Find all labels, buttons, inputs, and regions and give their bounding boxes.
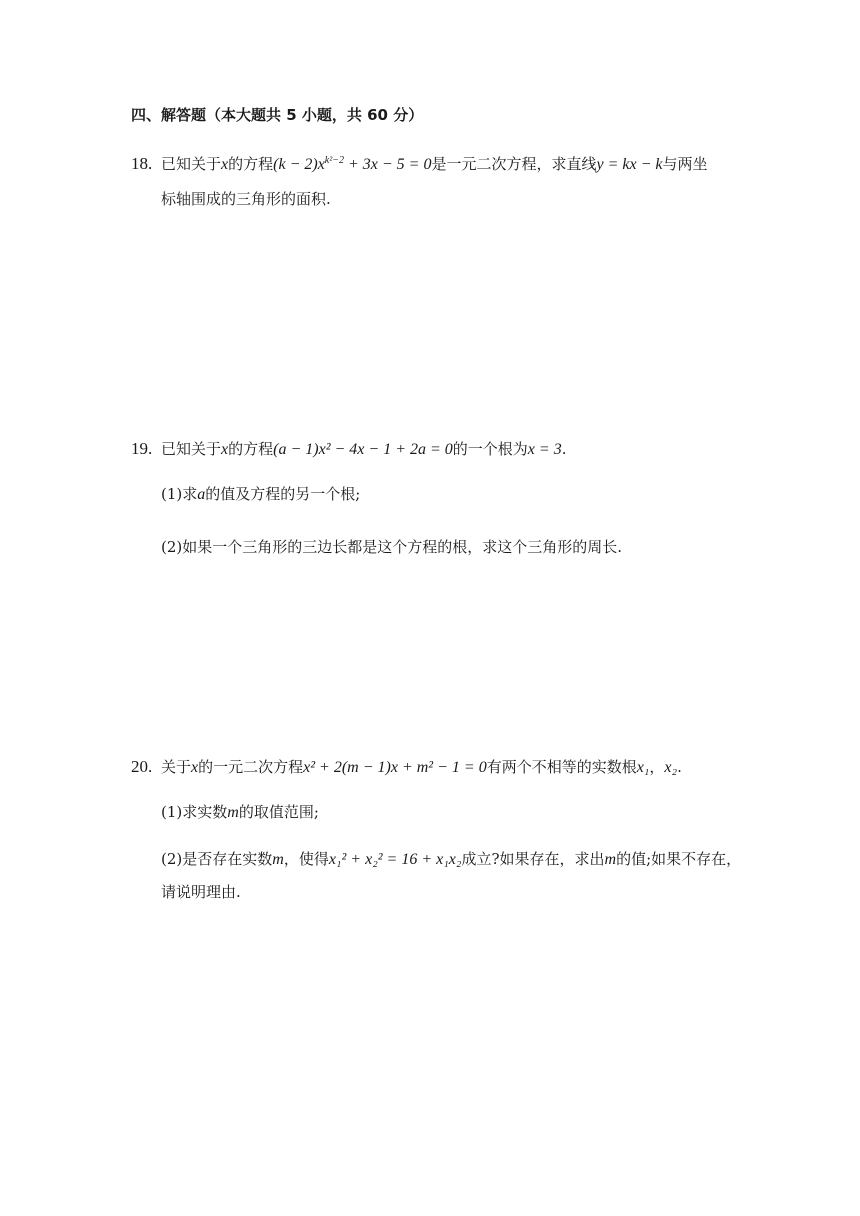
text: 的方程 <box>228 440 274 458</box>
section-title: 四、解答题（本大题共 5 小题，共 60 分） <box>131 106 424 124</box>
text: 有两个不相等的实数根 <box>486 758 637 776</box>
text: 的取值范围; <box>238 803 319 821</box>
text: 是一元二次方程，求直线 <box>431 155 597 173</box>
question-19 <box>131 432 731 562</box>
question-20-part-1 <box>131 797 731 828</box>
question-18-line-2: 标轴围成的三角形的面积. <box>161 190 331 208</box>
equation: (a − 1)x² − 4x − 1 + 2a = 0 <box>273 441 453 458</box>
text: ， <box>649 758 665 776</box>
question-19-line-1 <box>131 432 731 467</box>
text: 已知关于 <box>161 155 222 173</box>
equation-part: (k − 2)x <box>273 156 325 173</box>
text: (1)求实数 <box>161 803 228 821</box>
text: 的方程 <box>228 155 274 173</box>
text: 的一个根为 <box>452 440 528 458</box>
equation: x = 3 <box>527 441 562 458</box>
math-variable: m <box>604 851 617 868</box>
text: . <box>677 758 682 776</box>
exponent: k²−2 <box>324 155 344 166</box>
equation: y = kx − k <box>596 156 663 173</box>
text: 的值;如果不存在， <box>616 850 742 868</box>
text: ，使得 <box>283 850 329 868</box>
text: 与两坐 <box>662 155 708 173</box>
text: 关于 <box>161 758 192 776</box>
question-18-line-1 <box>131 144 731 182</box>
equation-part: + 3x − 5 = 0 <box>343 156 432 173</box>
math-variable: x <box>221 156 229 173</box>
question-number: 19. <box>131 439 153 458</box>
math-variable: a <box>197 486 206 503</box>
text: (1)求 <box>161 485 198 503</box>
math-variable: x <box>191 759 199 776</box>
question-20 <box>131 750 742 907</box>
equation: x² + 2(m − 1)x + m² − 1 = 0 <box>303 759 487 776</box>
question-20-part-2 <box>131 844 742 875</box>
question-20-part-2-line-2: 请说明理由. <box>161 883 241 901</box>
question-number: 18. <box>131 154 153 173</box>
equation: x₁² + x₂² = 16 + x₁x₂ <box>328 851 462 868</box>
math-variable: x₂ <box>664 759 678 776</box>
text: 的值及方程的另一个根; <box>205 485 361 503</box>
text: 已知关于 <box>161 440 222 458</box>
text: (2)是否存在实数 <box>161 850 273 868</box>
text: 成立?如果存在，求出 <box>461 850 605 868</box>
text: 的一元二次方程 <box>198 758 304 776</box>
text: . <box>561 440 567 458</box>
math-variable: m <box>272 851 284 868</box>
math-variable: m <box>227 804 239 821</box>
math-variable: x₁ <box>636 759 650 776</box>
question-19-part-2: (2)如果一个三角形的三边长都是这个方程的根，求这个三角形的周长. <box>161 538 623 556</box>
question-18 <box>131 144 731 216</box>
question-number: 20. <box>131 757 153 776</box>
question-20-line-1 <box>131 750 731 785</box>
equation <box>273 156 431 173</box>
math-variable: x <box>221 441 229 458</box>
question-19-part-1 <box>131 479 731 510</box>
